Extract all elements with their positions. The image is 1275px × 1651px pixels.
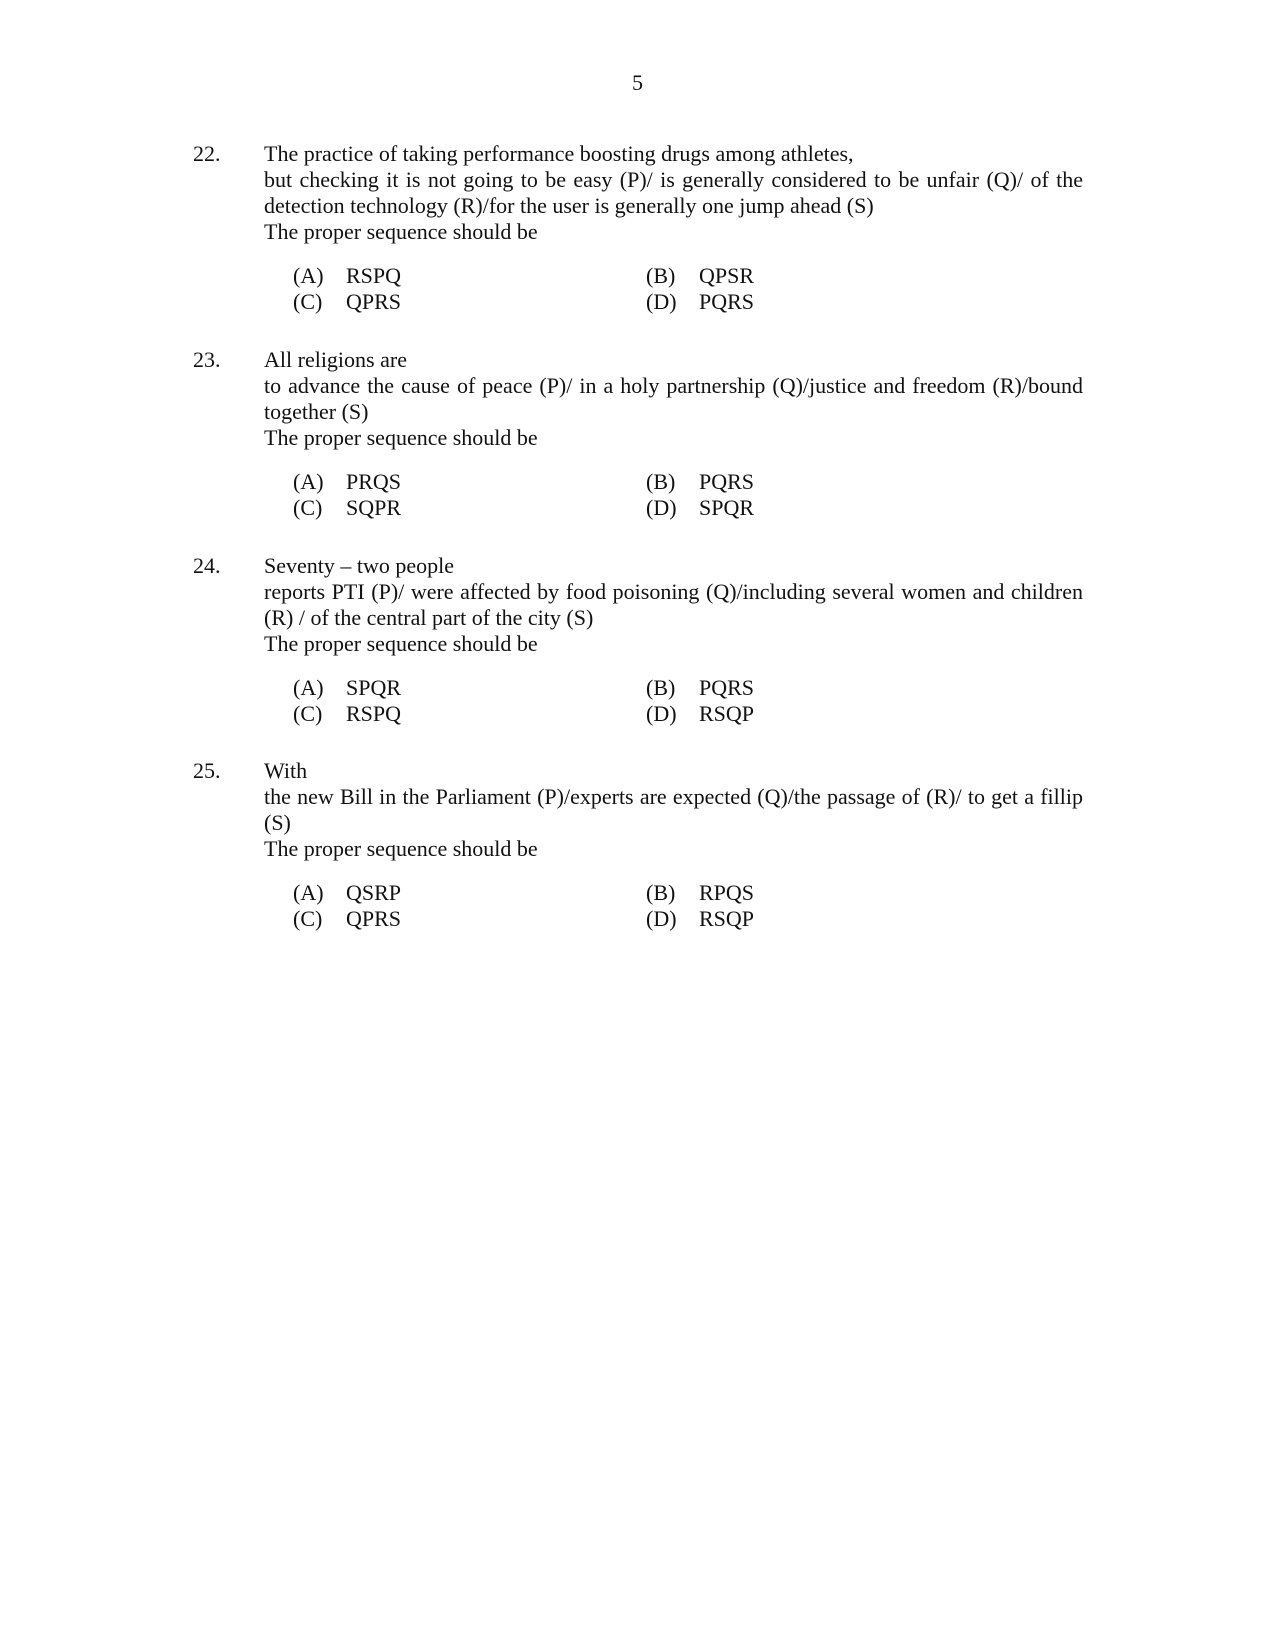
question-parts: but checking it is not going to be easy (P)/ is generally considered to be unfair (Q)/ of the detection technology (R)/for the user is generally one jump ahead (S) [264, 167, 1083, 218]
question-prompt: The proper sequence should be [264, 836, 538, 861]
question-parts: to advance the cause of peace (P)/ in a holy partnership (Q)/justice and freedom (R)/bound together (S) [264, 373, 1083, 424]
page-number: 5 [632, 70, 643, 95]
question-body [264, 141, 1083, 245]
question-stem: The practice of taking performance boosting drugs among athletes, [264, 141, 854, 166]
option-text: SPQR [346, 675, 402, 700]
option-text: PQRS [699, 675, 755, 700]
question-prompt: The proper sequence should be [264, 219, 538, 244]
option-c [293, 289, 401, 315]
option-text: SPQR [699, 495, 755, 520]
option-text: RPQS [699, 880, 755, 905]
question-parts: the new Bill in the Parliament (P)/experts are expected (Q)/the passage of (R)/ to get a fillip (S) [264, 784, 1083, 835]
option-d [646, 289, 754, 315]
option-text: QPRS [346, 289, 402, 314]
option-text: PQRS [699, 289, 755, 314]
option-b [646, 469, 754, 495]
option-letter: (D) [646, 906, 677, 931]
option-text: RSQP [699, 701, 755, 726]
question-body [264, 553, 1083, 657]
option-text: QPRS [346, 906, 402, 931]
option-letter: (A) [293, 675, 324, 700]
option-letter: (D) [646, 701, 677, 726]
option-letter: (A) [293, 880, 324, 905]
option-letter: (D) [646, 289, 677, 314]
option-letter: (B) [646, 469, 676, 494]
option-a [293, 880, 401, 906]
option-text: RSPQ [346, 263, 402, 288]
option-letter: (B) [646, 675, 676, 700]
question-prompt: The proper sequence should be [264, 425, 538, 450]
option-letter: (A) [293, 263, 324, 288]
option-a [293, 675, 401, 701]
option-text: PQRS [699, 469, 755, 494]
question-prompt: The proper sequence should be [264, 631, 538, 656]
option-letter: (C) [293, 701, 323, 726]
question-stem: With [264, 758, 308, 783]
question-stem: All religions are [264, 347, 407, 372]
option-letter: (A) [293, 469, 324, 494]
option-d [646, 701, 754, 727]
question-stem: Seventy – two people [264, 553, 455, 578]
option-b [646, 263, 754, 289]
question-number: 22. [193, 141, 221, 166]
question-body [264, 758, 1083, 862]
option-letter: (C) [293, 289, 323, 314]
question-number: 24. [193, 553, 221, 578]
option-text: SQPR [346, 495, 402, 520]
option-c [293, 701, 401, 727]
option-text: RSQP [699, 906, 755, 931]
option-letter: (B) [646, 880, 676, 905]
option-b [646, 675, 754, 701]
option-text: PRQS [346, 469, 402, 494]
option-d [646, 495, 754, 521]
option-text: RSPQ [346, 701, 402, 726]
option-letter: (B) [646, 263, 676, 288]
option-c [293, 495, 401, 521]
option-d [646, 906, 754, 932]
question-number: 25. [193, 758, 221, 783]
option-letter: (C) [293, 906, 323, 931]
option-a [293, 469, 401, 495]
option-text: QSRP [346, 880, 402, 905]
option-letter: (D) [646, 495, 677, 520]
question-number: 23. [193, 347, 221, 372]
question-parts: reports PTI (P)/ were affected by food poisoning (Q)/including several women and children (R) / of the central part of the city (S) [264, 579, 1083, 630]
option-c [293, 906, 401, 932]
option-text: QPSR [699, 263, 755, 288]
option-a [293, 263, 401, 289]
option-b [646, 880, 754, 906]
question-body [264, 347, 1083, 451]
option-letter: (C) [293, 495, 323, 520]
